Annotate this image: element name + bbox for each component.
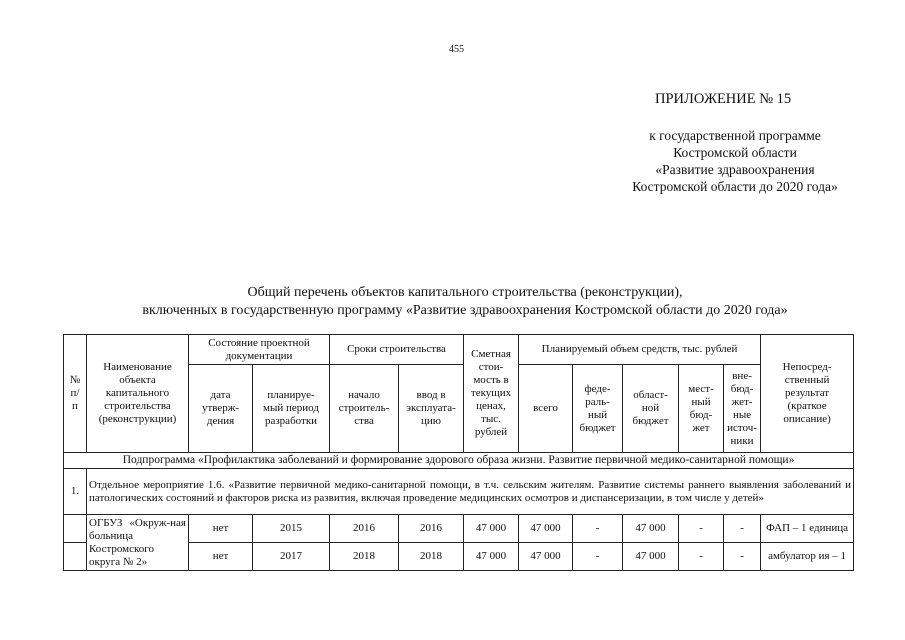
header-construction-terms: Сроки строительства	[330, 335, 464, 365]
cell-total: 47 000	[519, 515, 573, 543]
document-title	[60, 284, 870, 320]
header-design-date: дата утверж- дения	[189, 365, 253, 453]
cell-design-date: нет	[189, 515, 253, 543]
header-federal-budget: феде- раль- ный бюджет	[573, 365, 623, 453]
cell-federal: -	[573, 515, 623, 543]
cell-extrabudgetary: -	[724, 515, 761, 543]
header-local-budget: мест- ный бюд- жет	[679, 365, 724, 453]
appendix-line: Костромской области	[673, 145, 797, 160]
appendix-line: «Развитие здравоохранения	[655, 162, 815, 177]
cell-design-period: 2015	[253, 515, 330, 543]
capital-objects-table	[63, 334, 854, 571]
cell-result: амбулатор ия – 1	[761, 543, 854, 571]
cell-local: -	[679, 515, 724, 543]
cell-total: 47 000	[519, 543, 573, 571]
header-design-docs: Состояние проектной документации	[189, 335, 330, 365]
cell-construction-start: 2018	[330, 543, 399, 571]
page-number: 455	[449, 44, 464, 55]
header-design-period: планируе- мый период разработки	[253, 365, 330, 453]
measure-description: Отдельное мероприятие 1.6. «Развитие первичной медико-санитарной помощи, в т.ч. сельским жителям. Развитие системы раннего выявления заболеваний и патологических состояний и факторов риска из развития, включая проведение медицинских осмотров и диспансеризации, в том числе у детей»	[87, 469, 854, 515]
appendix-line: Костромской области до 2020 года»	[632, 179, 838, 194]
header-planned-funds: Планируемый объем средств, тыс. рублей	[519, 335, 761, 365]
header-estimate: Сметная стои- мость в текущих ценах, тыс. рублей	[464, 335, 519, 453]
header-construction-start: начало строитель- ства	[330, 365, 399, 453]
cell-regional: 47 000	[623, 543, 679, 571]
subprogram-row: Подпрограмма «Профилактика заболеваний и формирование здорового образа жизни. Развитие первичной медико-санитарной помощи»	[64, 453, 854, 469]
header-extrabudgetary: вне- бюд- жет- ные источ- ники	[724, 365, 761, 453]
header-regional-budget: област- ной бюджет	[623, 365, 679, 453]
header-commissioning: ввод в эксплуата- цию	[399, 365, 464, 453]
cell-regional: 47 000	[623, 515, 679, 543]
cell-federal: -	[573, 543, 623, 571]
cell-design-period: 2017	[253, 543, 330, 571]
cell-commissioning: 2018	[399, 543, 464, 571]
cell-local: -	[679, 543, 724, 571]
header-total: всего	[519, 365, 573, 453]
cell-estimate: 47 000	[464, 515, 519, 543]
cell-estimate: 47 000	[464, 543, 519, 571]
object-name: ОГБУЗ «Окруж-ная больница Костромского округа № 2»	[87, 515, 189, 571]
document-title-line: Общий перечень объектов капитального строительства (реконструкции),	[247, 285, 683, 300]
measure-number: 1.	[64, 469, 87, 515]
cell-construction-start: 2016	[330, 515, 399, 543]
cell-commissioning: 2016	[399, 515, 464, 543]
cell-design-date: нет	[189, 543, 253, 571]
header-result: Непосред- ственный результат (краткое описание)	[761, 335, 854, 453]
appendix-subtitle	[600, 127, 870, 195]
appendix-line: к государственной программе	[649, 128, 821, 143]
header-num: № п/ п	[64, 335, 87, 453]
cell-result: ФАП – 1 единица	[761, 515, 854, 543]
appendix-title: ПРИЛОЖЕНИЕ № 15	[655, 91, 792, 107]
table-row	[64, 515, 854, 543]
header-object-name: Наименование объекта капитального строительства (реконструкции)	[87, 335, 189, 453]
document-title-line: включенных в государственную программу «Развитие здравоохранения Костромской области до 2020 года»	[142, 303, 788, 318]
cell-extrabudgetary: -	[724, 543, 761, 571]
